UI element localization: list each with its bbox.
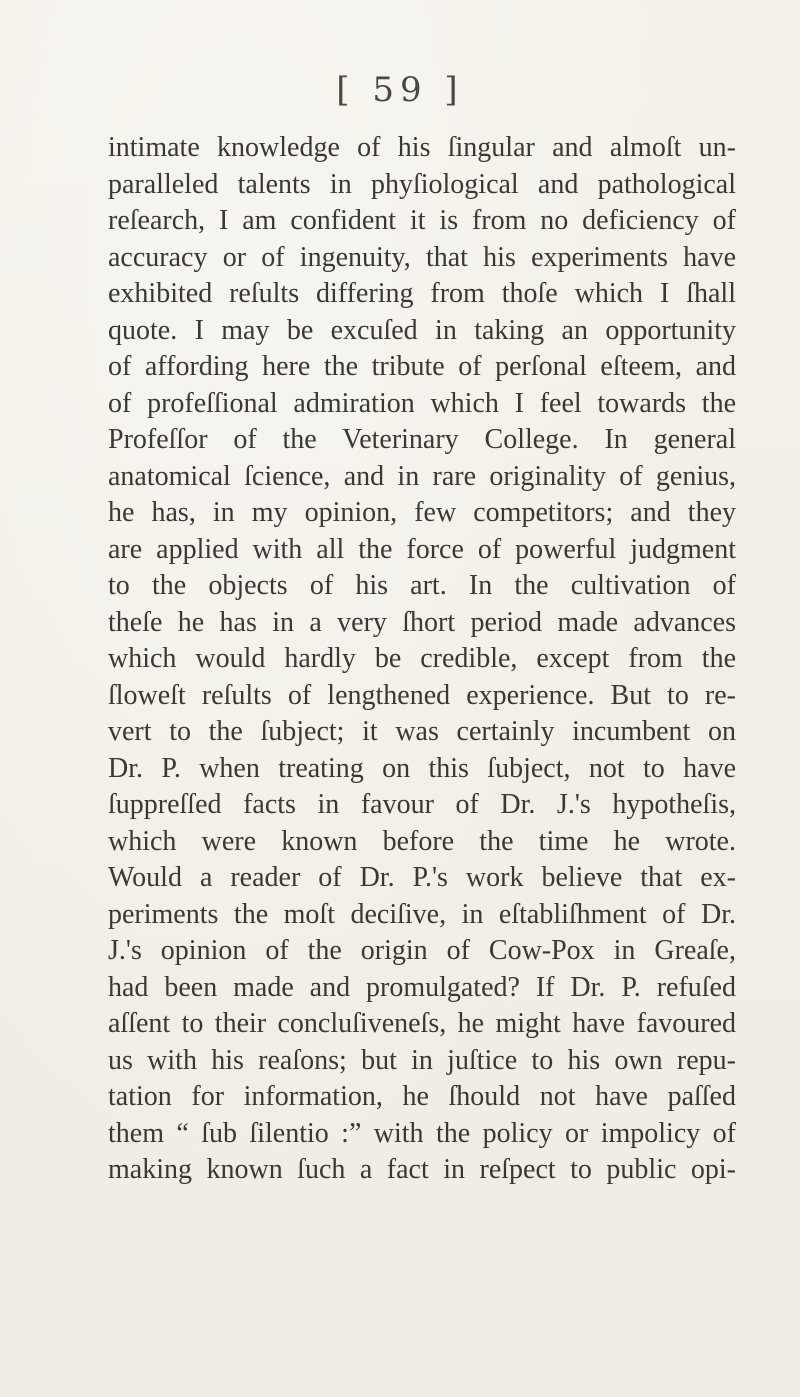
text-line: accuracy or of ingenuity, that his experiments have — [108, 241, 736, 273]
text-line: which would hardly be credible, except from the — [108, 643, 736, 674]
text-line: Would a reader of Dr. P.'s work believe that ex- — [108, 862, 736, 893]
text-line: reſearch, I am confident it is from no deficiency of — [108, 205, 736, 236]
text-line: ſloweſt reſults of lengthened experience. But to re- — [108, 679, 736, 711]
text-line: Profeſſor of the Veterinary College. In general — [108, 424, 736, 455]
text-line: tation for information, he ſhould not have paſſed — [108, 1081, 736, 1112]
text-line: exhibited reſults differing from thoſe which I ſhall — [108, 278, 736, 309]
text-line: ſuppreſſed facts in favour of Dr. J.'s hypotheſis, — [108, 789, 736, 820]
text-line: us with his reaſons; but in juſtice to his own repu- — [108, 1044, 736, 1076]
text-line: had been made and promulgated? If Dr. P. refuſed — [108, 971, 736, 1003]
text-line: he has, in my opinion, few competitors; and they — [108, 497, 736, 528]
text-line: of affording here the tribute of perſonal eſteem, and — [108, 351, 736, 382]
text-line: aſſent to their concluſiveneſs, he might have favoured — [108, 1008, 736, 1039]
text-line: vert to the ſubject; it was certainly incumbent on — [108, 716, 736, 747]
text-line: theſe he has in a very ſhort period made advances — [108, 606, 736, 638]
text-line: intimate knowledge of his ſingular and almoſt un- — [108, 132, 736, 163]
text-line: are applied with all the force of powerful judgment — [108, 533, 736, 565]
body-text — [108, 130, 736, 1189]
text-line: Dr. P. when treating on this ſubject, not to have — [108, 752, 736, 784]
text-line: to the objects of his art. In the cultivation of — [108, 570, 736, 601]
text-line: of profeſſional admiration which I feel towards the — [108, 387, 736, 419]
text-line: anatomical ſcience, and in rare originality of genius, — [108, 460, 736, 492]
page-number: [ 59 ] — [336, 70, 464, 110]
text-line: quote. I may be excuſed in taking an opportunity — [108, 314, 736, 346]
text-line: making known ſuch a fact in reſpect to public opi- — [108, 1154, 736, 1185]
text-line: which were known before the time he wrote. — [108, 825, 736, 857]
text-line: them “ ſub ſilentio :” with the policy or impolicy of — [108, 1117, 736, 1149]
text-line: paralleled talents in phyſiological and pathological — [108, 168, 736, 200]
text-line: periments the moſt deciſive, in eſtabliſhment of Dr. — [108, 898, 736, 930]
text-line: J.'s opinion of the origin of Cow-Pox in Greaſe, — [108, 935, 736, 966]
